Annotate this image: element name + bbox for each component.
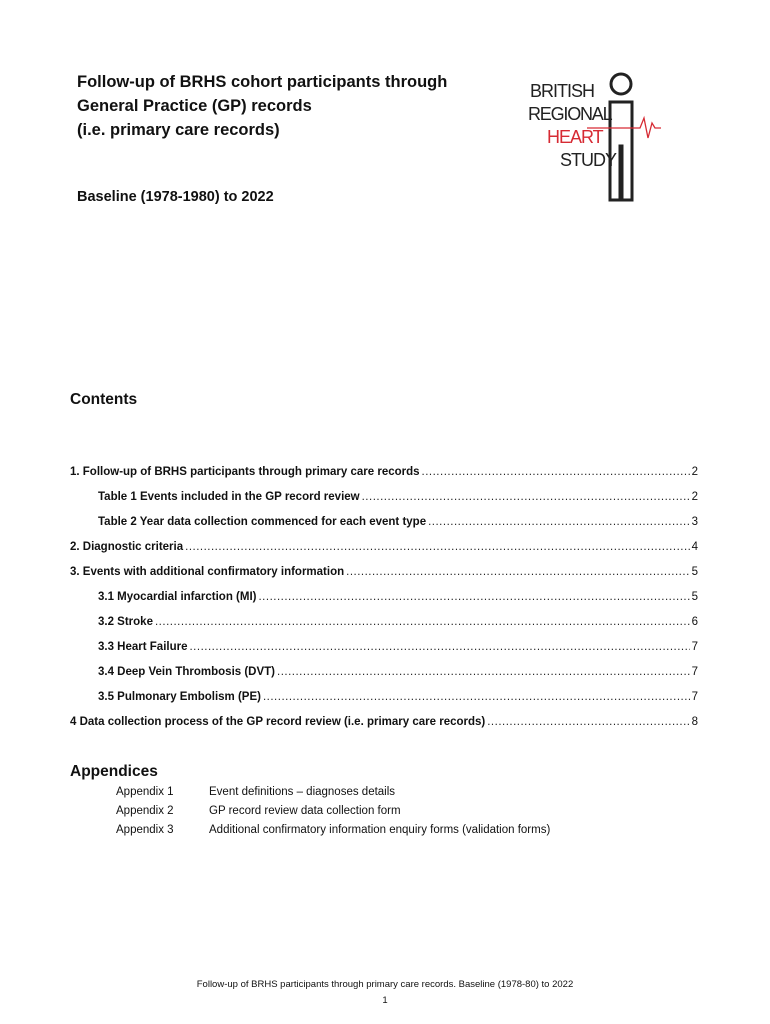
toc-entry-label: 3.2 Stroke xyxy=(98,616,153,628)
appendix-number: Appendix 1 xyxy=(116,786,174,798)
toc-entry-page: 2 xyxy=(691,491,698,503)
toc-entry-label: Table 1 Events included in the GP record review xyxy=(98,491,360,503)
toc-leader-dots xyxy=(346,566,689,578)
toc-leader-dots xyxy=(185,541,689,553)
toc-leader-dots xyxy=(155,616,690,628)
toc-entry-label: 4 Data collection process of the GP record review (i.e. primary care records) xyxy=(70,716,486,728)
toc-leader-dots xyxy=(277,666,690,678)
toc-entry[interactable] xyxy=(98,666,698,686)
toc-entry[interactable] xyxy=(98,616,698,636)
document-title xyxy=(77,70,517,142)
toc-leader-dots xyxy=(258,591,689,603)
brhs-logo xyxy=(527,68,677,203)
toc-leader-dots xyxy=(487,716,689,728)
toc-entry[interactable] xyxy=(70,716,698,736)
toc-entry[interactable] xyxy=(98,641,698,661)
toc-entry[interactable] xyxy=(70,541,698,561)
appendix-number: Appendix 2 xyxy=(116,805,174,817)
toc-entry[interactable] xyxy=(98,491,698,511)
toc-entry-label: 1. Follow-up of BRHS participants through primary care records xyxy=(70,466,420,478)
toc-leader-dots xyxy=(422,466,690,478)
toc-entry-label: 2. Diagnostic criteria xyxy=(70,541,184,553)
logo-text-british: BRITISH xyxy=(530,81,595,101)
toc-entry-page: 4 xyxy=(691,541,698,553)
title-line: (i.e. primary care records) xyxy=(77,121,280,139)
title-line: Follow-up of BRHS cohort participants through xyxy=(77,73,448,91)
toc-entry-page: 7 xyxy=(691,691,698,703)
logo-head-icon xyxy=(611,74,631,94)
toc-leader-dots xyxy=(428,516,690,528)
document-subtitle: Baseline (1978-1980) to 2022 xyxy=(77,189,274,205)
appendix-description: GP record review data collection form xyxy=(209,805,401,817)
toc-entry-label: Table 2 Year data collection commenced for each event type xyxy=(98,516,427,528)
toc-entry-label: 3.3 Heart Failure xyxy=(98,641,188,653)
page-footer: Follow-up of BRHS participants through primary care records. Baseline (1978-80) to 2022 xyxy=(196,979,574,990)
appendix-description: Event definitions – diagnoses details xyxy=(209,786,396,798)
appendix-description: Additional confirmatory information enquiry forms (validation forms) xyxy=(209,824,551,836)
toc-leader-dots xyxy=(263,691,690,703)
toc-entry-label: 3.1 Myocardial infarction (MI) xyxy=(98,591,257,603)
toc-entry-page: 3 xyxy=(691,516,698,528)
toc-entry-page: 5 xyxy=(691,566,698,578)
toc-entry[interactable] xyxy=(70,566,698,586)
toc-entry-label: 3.4 Deep Vein Thrombosis (DVT) xyxy=(98,666,276,678)
toc-entry-label: 3.5 Pulmonary Embolism (PE) xyxy=(98,691,261,703)
appendix-number: Appendix 3 xyxy=(116,824,174,836)
toc-entry-label: 3. Events with additional confirmatory information xyxy=(70,566,345,578)
toc-leader-dots xyxy=(362,491,690,503)
toc-entry-page: 7 xyxy=(691,641,698,653)
logo-text-study: STUDY xyxy=(560,150,617,170)
toc-entry-page: 7 xyxy=(691,666,698,678)
appendices-heading: Appendices xyxy=(70,763,158,780)
toc-entry[interactable] xyxy=(98,516,698,536)
logo-text-heart: HEART xyxy=(547,127,603,147)
toc-entry-page: 5 xyxy=(691,591,698,603)
appendix-item xyxy=(116,786,395,798)
toc-entry[interactable] xyxy=(98,691,698,711)
logo-text-regional: REGIONAL xyxy=(528,104,612,124)
contents-heading: Contents xyxy=(70,391,138,408)
page-number: 1 xyxy=(382,995,388,1006)
toc-entry[interactable] xyxy=(98,591,698,611)
title-line: General Practice (GP) records xyxy=(77,97,312,115)
appendix-item xyxy=(116,824,550,836)
toc-entry-page: 8 xyxy=(691,716,698,728)
toc-leader-dots xyxy=(189,641,689,653)
toc-entry-page: 2 xyxy=(691,466,698,478)
toc-entry[interactable] xyxy=(70,466,698,486)
toc-entry-page: 6 xyxy=(691,616,698,628)
appendix-item xyxy=(116,805,401,817)
